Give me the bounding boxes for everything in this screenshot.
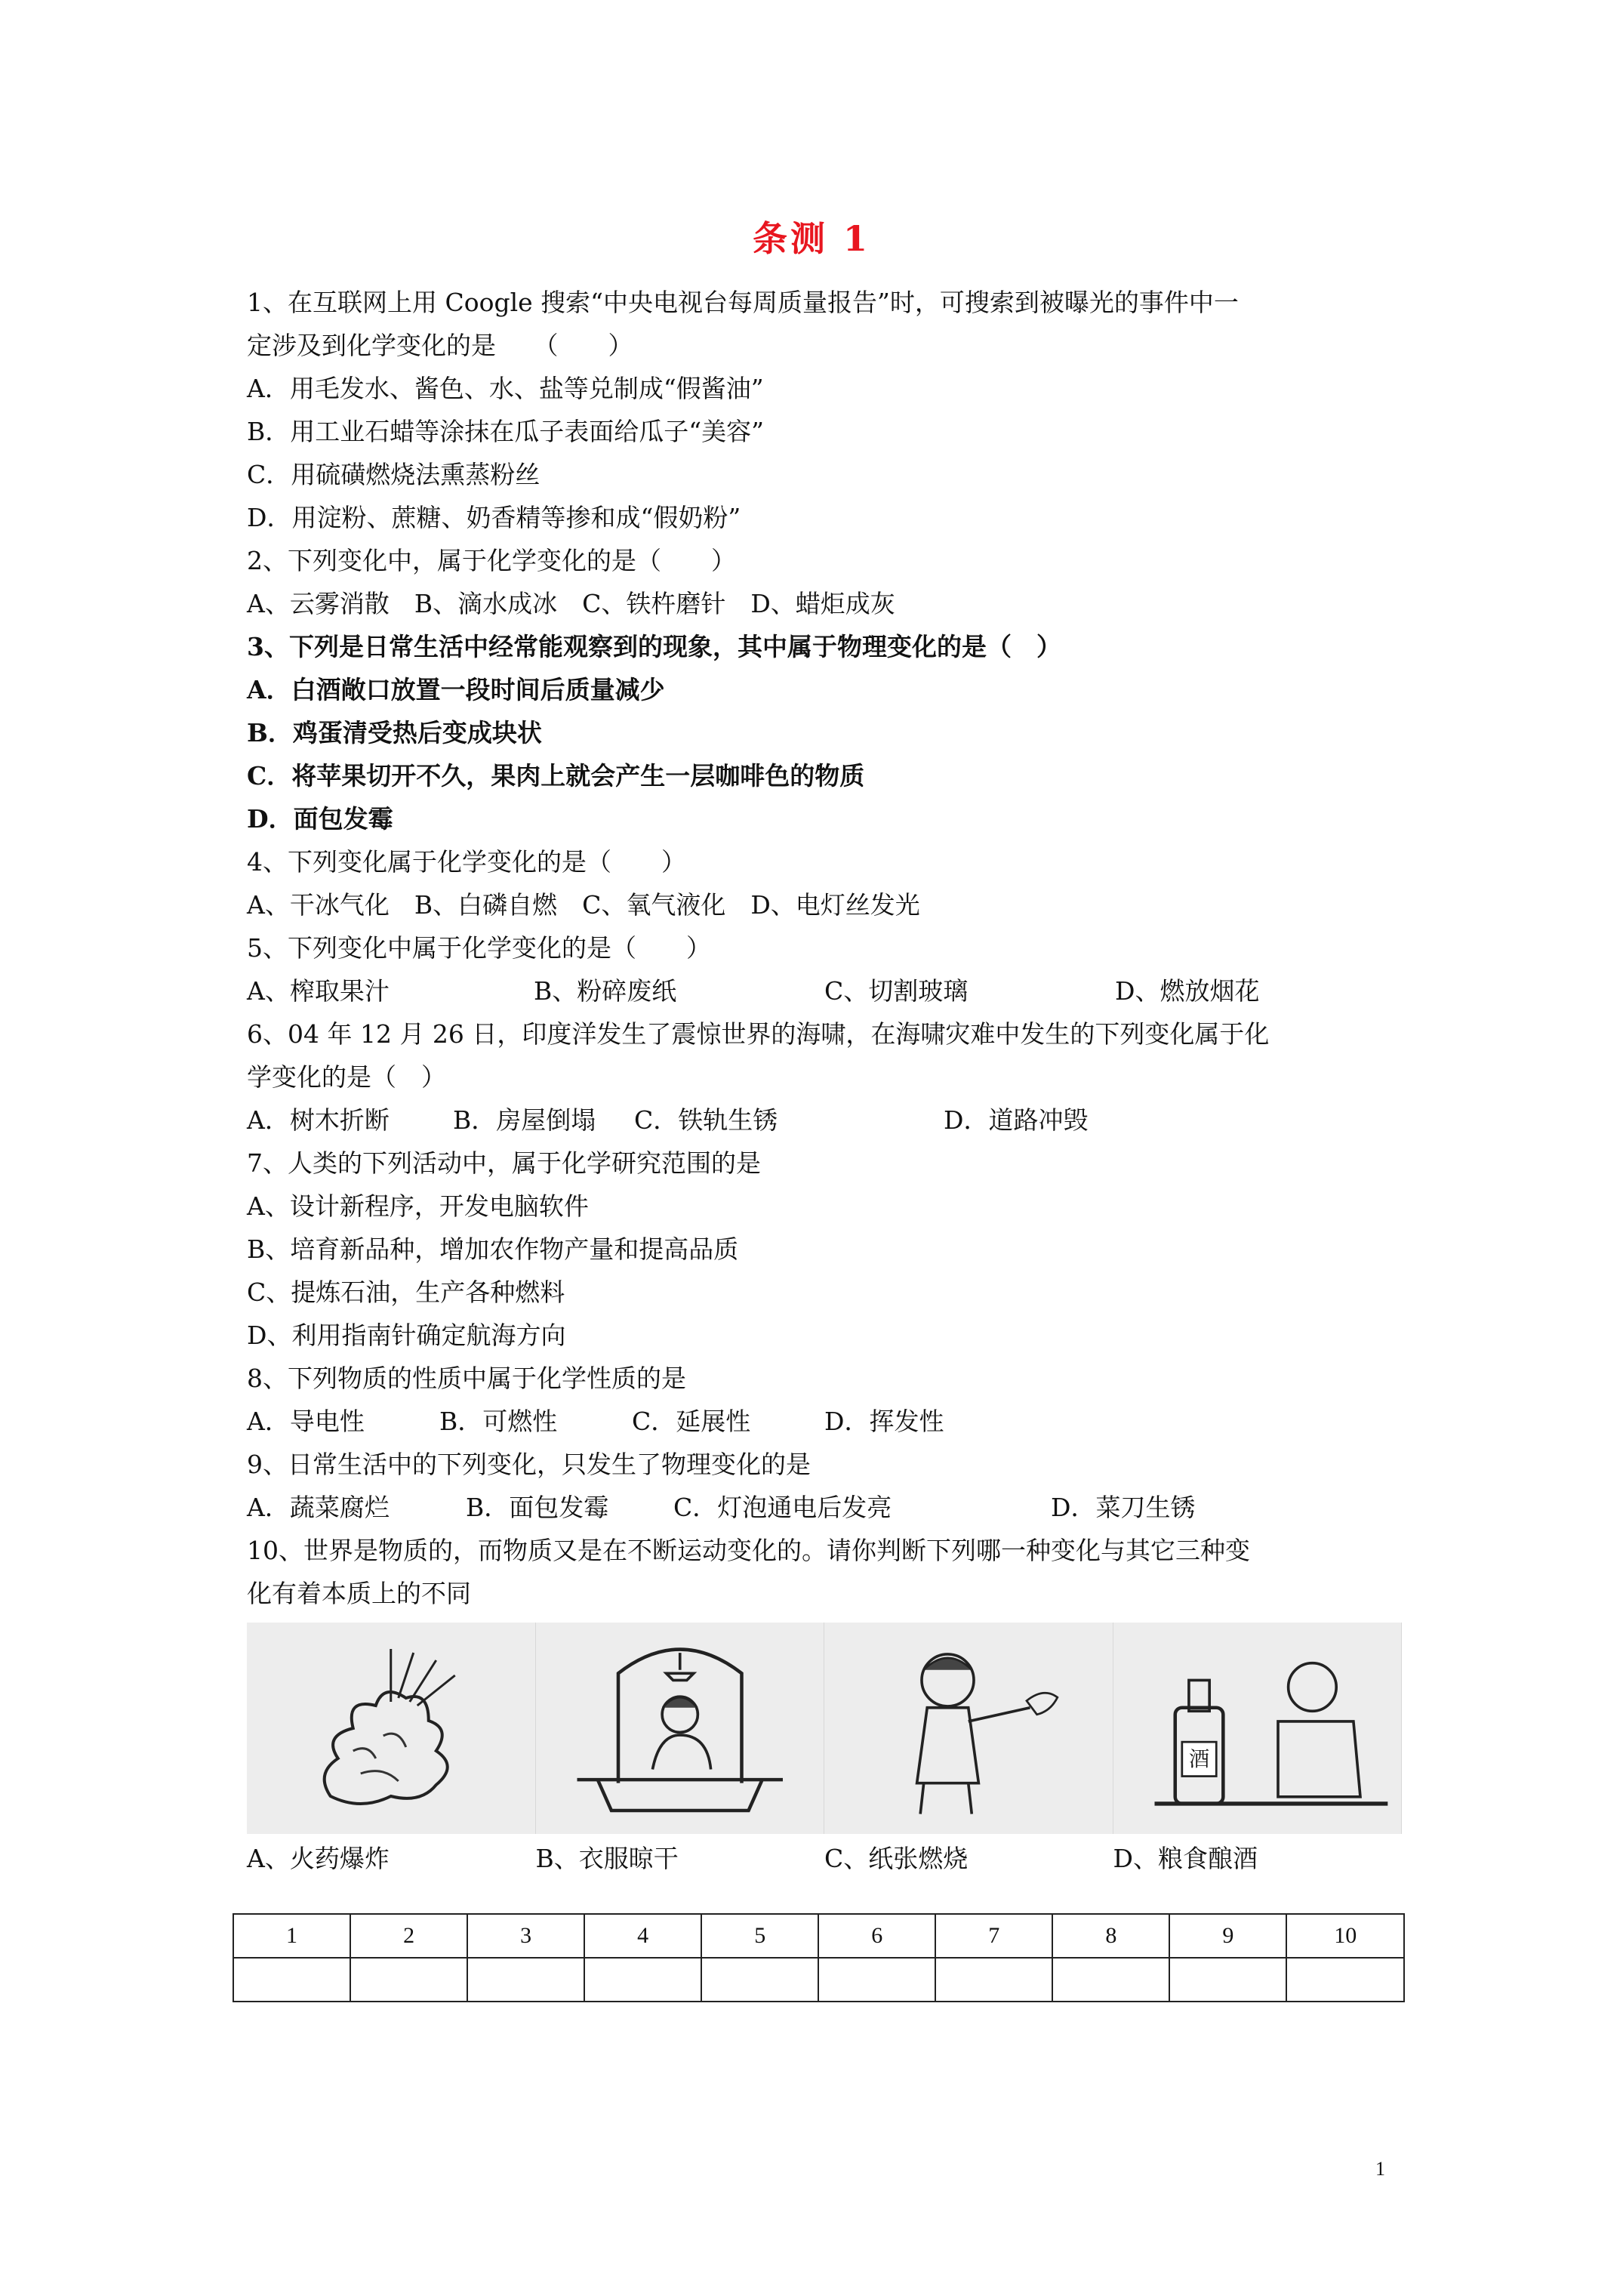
explosion-icon xyxy=(247,1623,535,1834)
q10-caption-c: C、纸张燃烧 xyxy=(824,1844,969,1873)
answer-cell[interactable] xyxy=(1286,1958,1404,2002)
q4-stem: 4、下列变化属于化学变化的是（ ） xyxy=(247,847,686,877)
answer-header-10: 10 xyxy=(1286,1914,1404,1958)
q1-stem-line1: 1、在互联网上用 Coogle 搜索“中央电视台每周质量报告”时，可搜索到被曝光的事件中一 xyxy=(247,288,1239,317)
q2-stem: 2、下列变化中，属于化学变化的是（ ） xyxy=(247,546,736,575)
q7-option-b: B、培育新品种，增加农作物产量和提高品质 xyxy=(247,1234,739,1264)
answer-cell[interactable] xyxy=(350,1958,467,2002)
q3-option-b: B．鸡蛋清受热后变成块状 xyxy=(247,718,542,747)
q10-captions xyxy=(247,1837,1402,1880)
q3-option-c: C．将苹果切开不久，果肉上就会产生一层咖啡色的物质 xyxy=(247,761,865,791)
q7-option-d: D、利用指南针确定航海方向 xyxy=(247,1321,566,1350)
q5-option-c: C、切割玻璃 xyxy=(824,976,969,1006)
q9-options xyxy=(247,1486,1402,1529)
answer-cell[interactable] xyxy=(233,1958,350,2002)
gunpowder-explosion-illustration xyxy=(247,1623,536,1834)
q5-options xyxy=(247,969,1402,1012)
q3-stem: 3、下列是日常生活中经常能观察到的现象，其中属于物理变化的是（ ） xyxy=(247,632,1061,661)
person-burning-paper-icon xyxy=(824,1623,1113,1834)
q1-option-d: D．用淀粉、蔗糖、奶香精等掺和成“假奶粉” xyxy=(247,503,741,532)
q6-stem-line2: 学变化的是（ ） xyxy=(247,1062,446,1092)
answer-header-6: 6 xyxy=(818,1914,935,1958)
q10-caption-a: A、火药爆炸 xyxy=(247,1844,390,1873)
q3-option-a: A．白酒敞口放置一段时间后质量减少 xyxy=(247,675,665,704)
q9-option-c: C．灯泡通电后发亮 xyxy=(673,1493,892,1522)
q9-option-b: B．面包发霉 xyxy=(466,1493,609,1522)
q7-option-a: A、设计新程序，开发电脑软件 xyxy=(247,1191,589,1221)
q6-options xyxy=(247,1099,1402,1142)
q2-options: A、云雾消散 B、滴水成冰 C、铁杵磨针 D、蜡炬成灰 xyxy=(247,589,895,618)
answer-header-8: 8 xyxy=(1052,1914,1169,1958)
grain-brewing-illustration xyxy=(1113,1623,1403,1834)
q5-stem: 5、下列变化中属于化学变化的是（ ） xyxy=(247,933,711,963)
answer-header-1: 1 xyxy=(233,1914,350,1958)
q1-option-a: A．用毛发水、酱色、水、盐等兑制成“假酱油” xyxy=(247,374,764,403)
answer-cell[interactable] xyxy=(701,1958,818,2002)
answer-table-blank-row xyxy=(233,1958,1404,2002)
q7-stem: 7、人类的下列活动中，属于化学研究范围的是 xyxy=(247,1148,761,1178)
person-with-bottle-icon xyxy=(1113,1623,1402,1834)
answer-cell[interactable] xyxy=(584,1958,701,2002)
q5-option-b: B、粉碎废纸 xyxy=(534,976,677,1006)
q8-option-d: D．挥发性 xyxy=(824,1407,944,1436)
question-list xyxy=(247,281,1402,1880)
q8-option-b: B．可燃性 xyxy=(439,1407,558,1436)
q6-option-a: A．树木折断 xyxy=(247,1105,390,1135)
q10-caption-b: B、衣服晾干 xyxy=(535,1844,679,1873)
q9-stem: 9、日常生活中的下列变化，只发生了物理变化的是 xyxy=(247,1450,811,1479)
answer-header-7: 7 xyxy=(935,1914,1052,1958)
answer-table-header-row xyxy=(233,1914,1404,1958)
paper-burning-illustration xyxy=(824,1623,1113,1834)
q10-stem-line1: 10、世界是物质的，而物质又是在不断运动变化的。请你判断下列哪一种变化与其它三种变 xyxy=(247,1536,1250,1565)
answer-header-4: 4 xyxy=(584,1914,701,1958)
q8-option-a: A．导电性 xyxy=(247,1407,365,1436)
q10-stem-line2: 化有着本质上的不同 xyxy=(247,1579,471,1608)
answer-cell[interactable] xyxy=(818,1958,935,2002)
q9-option-d: D．菜刀生锈 xyxy=(1051,1493,1196,1522)
q1-option-b: B．用工业石蜡等涂抹在瓜子表面给瓜子“美容” xyxy=(247,417,764,446)
answer-header-9: 9 xyxy=(1169,1914,1286,1958)
q6-option-b: B．房屋倒塌 xyxy=(453,1105,596,1135)
q10-caption-d: D、粮食酿酒 xyxy=(1113,1844,1258,1873)
q9-option-a: A．蔬菜腐烂 xyxy=(247,1493,390,1522)
answer-cell[interactable] xyxy=(935,1958,1052,2002)
bottle-label: 酒 xyxy=(1188,1747,1209,1771)
q6-option-d: D．道路冲毁 xyxy=(944,1105,1089,1135)
page-number: 1 xyxy=(1375,2158,1385,2180)
q1-option-c: C．用硫磺燃烧法熏蒸粉丝 xyxy=(247,460,540,489)
answer-header-5: 5 xyxy=(701,1914,818,1958)
answer-header-3: 3 xyxy=(467,1914,584,1958)
answer-header-2: 2 xyxy=(350,1914,467,1958)
drying-scene-icon xyxy=(536,1623,824,1834)
q10-illustrations xyxy=(247,1623,1402,1834)
q5-option-d: D、燃放烟花 xyxy=(1115,976,1260,1006)
q8-options xyxy=(247,1400,1402,1443)
clothes-drying-illustration xyxy=(536,1623,825,1834)
page-title: 条测 1 xyxy=(752,218,871,259)
q6-stem-line1: 6、04 年 12 月 26 日，印度洋发生了震惊世界的海啸，在海啸灾难中发生的下列变化属于化 xyxy=(247,1019,1270,1049)
answer-cell[interactable] xyxy=(1169,1958,1286,2002)
q3-option-d: D．面包发霉 xyxy=(247,804,393,834)
q8-option-c: C．延展性 xyxy=(632,1407,751,1436)
q4-options: A、干冰气化 B、白磷自燃 C、氧气液化 D、电灯丝发光 xyxy=(247,890,920,920)
q1-stem-line2: 定涉及到化学变化的是 （ ） xyxy=(247,331,633,360)
q8-stem: 8、下列物质的性质中属于化学性质的是 xyxy=(247,1364,686,1393)
answer-cell[interactable] xyxy=(467,1958,584,2002)
q6-option-c: C．铁轨生锈 xyxy=(634,1105,778,1135)
q7-option-c: C、提炼石油，生产各种燃料 xyxy=(247,1277,565,1307)
answer-table xyxy=(233,1913,1405,2002)
answer-cell[interactable] xyxy=(1052,1958,1169,2002)
q5-option-a: A、榨取果汁 xyxy=(247,976,390,1006)
